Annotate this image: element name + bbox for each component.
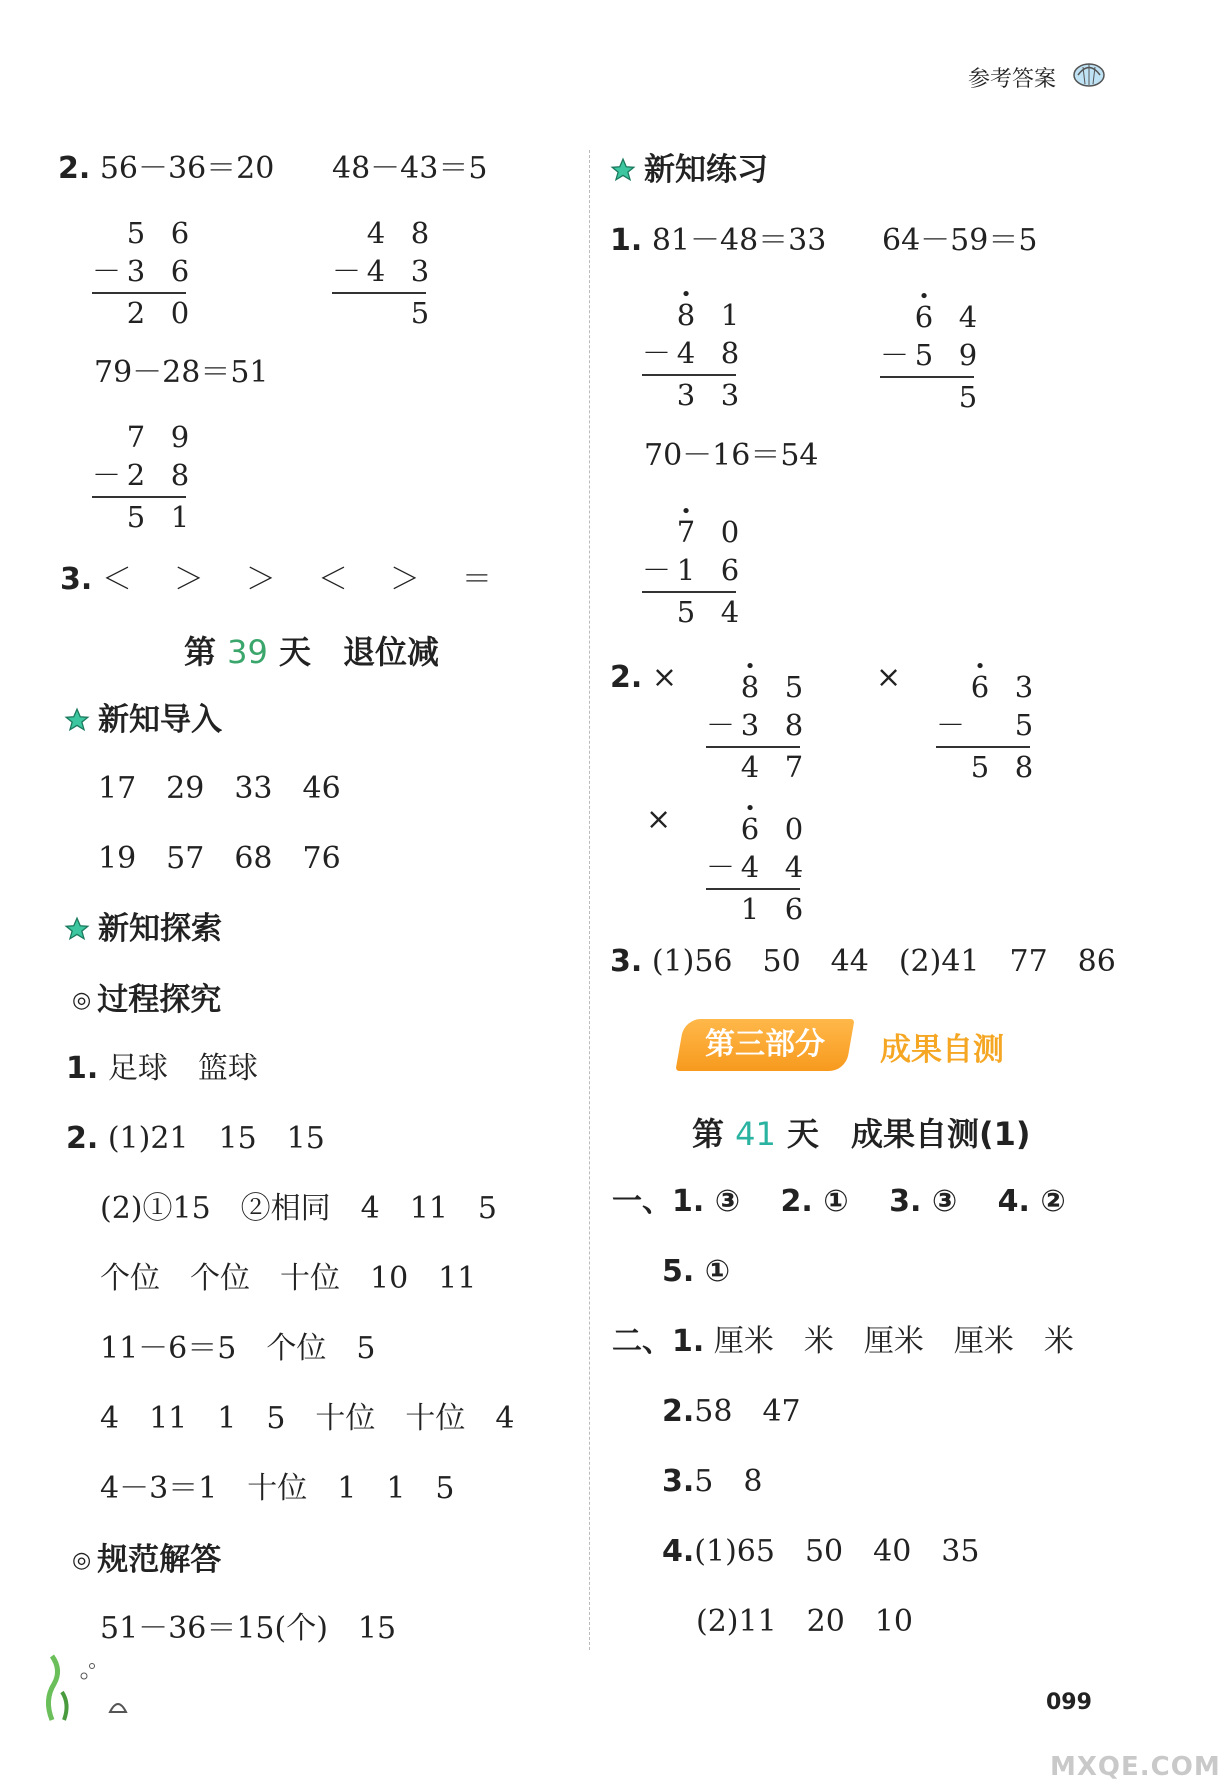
tansuo-q2-line6: 4－3＝1 十位 1 1 5 <box>100 1471 455 1506</box>
page-number: 099 <box>1046 1690 1092 1715</box>
test-section-2-row1: 二、1. 厘米 米 厘米 厘米 米 <box>612 1324 1074 1359</box>
shell-icon <box>1072 58 1106 88</box>
double-circle-icon: ◎ <box>72 1548 92 1573</box>
lianxi-q2-mark-3: × <box>646 802 672 837</box>
seaweed-decoration-icon <box>40 1652 130 1722</box>
vertical-calc-b: 4 8 － 4 3 5 <box>332 216 430 330</box>
lianxi-q1-eq2: 64－59＝5 <box>882 223 1038 258</box>
daoru-row-1: 17 29 33 46 <box>98 771 341 806</box>
lianxi-q3-row: 3. (1)56 50 44 (2)41 77 86 <box>610 944 1116 979</box>
star-icon <box>64 707 90 733</box>
lianxi-q2-row: 2. × <box>610 660 677 695</box>
double-circle-icon: ◎ <box>72 988 92 1013</box>
test-section-1-item5: 5. ① <box>662 1254 731 1289</box>
tansuo-q1: 1. 足球 篮球 <box>66 1051 258 1086</box>
sub-guifan-jieda: ◎ 规范解答 <box>72 1542 222 1578</box>
vertical-calc-f: • 7 0 － 1 6 5 4 <box>642 513 752 631</box>
tansuo-q2-line4: 11－6＝5 个位 5 <box>100 1331 376 1366</box>
tansuo-q2-line3: 个位 个位 十位 10 11 <box>100 1261 477 1296</box>
section-xinzhi-daoru: 新知导入 <box>64 701 222 739</box>
test-section-2-row3: 3.5 8 <box>662 1464 763 1499</box>
vertical-calc-d: • 8 1 － 4 8 3 3 <box>642 296 752 414</box>
tansuo-q2: 2. (1)21 15 15 <box>66 1121 325 1156</box>
test-section-1-row: 一、1. ③ 2. ① 3. ③ 4. ② <box>612 1184 1066 1219</box>
lianxi-q2-mark-2: × <box>876 660 902 695</box>
day-39-title: 第 39 天 退位减 <box>184 633 440 671</box>
sub-guocheng-tanjiu: ◎ 过程探究 <box>72 982 222 1018</box>
left-q2-eq2: 48－43＝5 <box>332 151 488 186</box>
vertical-calc-g: • 8 5 － 3 8 4 7 <box>706 668 816 786</box>
tansuo-q2-line5: 4 11 1 5 十位 十位 4 <box>100 1401 515 1436</box>
vertical-calc-c: 7 9 － 2 8 5 1 <box>92 420 190 534</box>
jieda-answer: 51－36＝15(个) 15 <box>100 1611 397 1646</box>
part-three-badge: 第三部分 <box>675 1019 854 1071</box>
day-41-title: 第 41 天 成果自测(1) <box>692 1115 1031 1153</box>
header-label: 参考答案 <box>968 67 1057 92</box>
vertical-calc-i: • 6 0 － 4 4 1 6 <box>706 810 816 928</box>
tansuo-q2-line2: (2)①15 ②相同 4 11 5 <box>100 1191 498 1226</box>
daoru-row-2: 19 57 68 76 <box>98 841 341 876</box>
lianxi-q1-row: 1. 81－48＝33 <box>610 223 827 258</box>
vertical-calc-a: 5 6 － 3 6 2 0 <box>92 216 190 330</box>
test-section-2-row4: 4.(1)65 50 40 35 <box>662 1534 980 1569</box>
vertical-calc-h: • 6 3 － 5 5 8 <box>936 668 1046 786</box>
vertical-calc-e: • 6 4 － 5 9 5 <box>880 298 990 416</box>
star-icon <box>610 157 636 183</box>
watermark-text: MXQE.COM <box>1050 1752 1221 1782</box>
star-icon <box>64 916 90 942</box>
lianxi-q1-eq3: 70－16＝54 <box>644 438 819 473</box>
test-section-2-row4b: (2)11 20 10 <box>696 1604 914 1639</box>
section-xinzhi-lianxi: 新知练习 <box>610 151 768 189</box>
part-three-subtitle: 成果自测 <box>880 1032 1004 1068</box>
left-q3-row: 3. ＜ ＞ ＞ ＜ ＞ ＝ <box>60 562 498 597</box>
left-q2-eq-row: 2. 56－36＝20 <box>58 151 275 186</box>
test-section-2-row2: 2.58 47 <box>662 1394 801 1429</box>
left-q2-eq3: 79－28＝51 <box>94 355 269 390</box>
column-divider <box>589 150 590 1650</box>
section-xinzhi-tansuo: 新知探索 <box>64 910 222 948</box>
